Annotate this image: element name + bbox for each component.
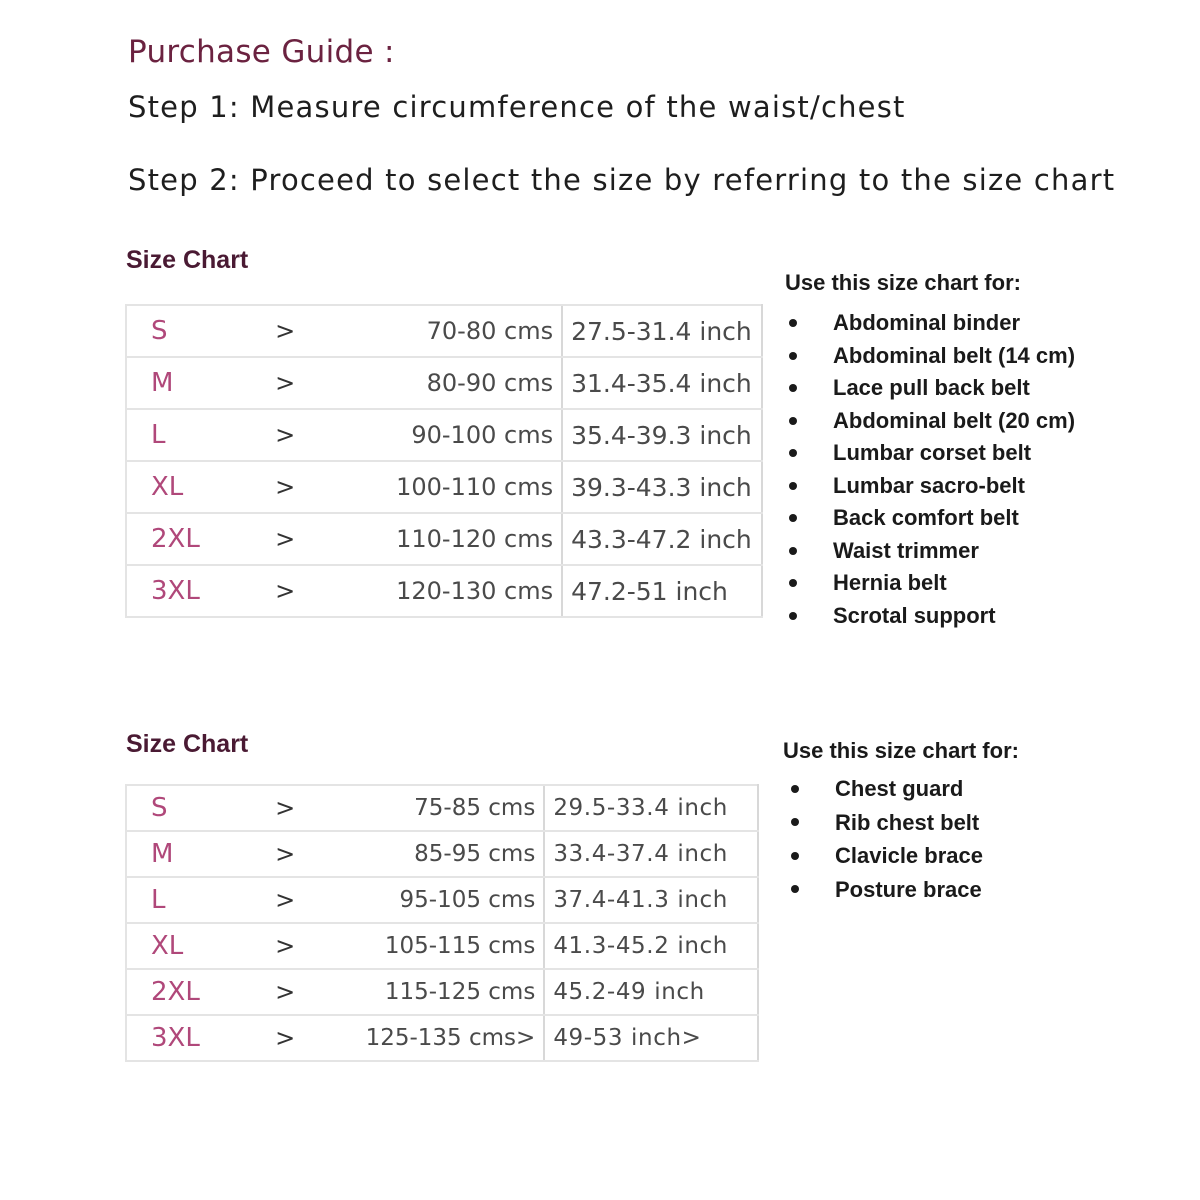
purchase-guide-title: Purchase Guide : bbox=[128, 34, 395, 70]
table-row bbox=[126, 923, 758, 969]
list-item: Waist trimmer bbox=[785, 535, 1075, 568]
arrow-icon: > bbox=[245, 1015, 324, 1061]
table-row bbox=[126, 877, 758, 923]
size-label: 3XL bbox=[126, 1015, 245, 1061]
inch-range: 49-53 inch> bbox=[544, 1015, 758, 1061]
size-label: XL bbox=[126, 461, 246, 513]
list-item: Abdominal belt (14 cm) bbox=[785, 340, 1075, 373]
size-label: S bbox=[126, 305, 246, 357]
list-item: Lumbar corset belt bbox=[785, 437, 1075, 470]
cms-range: 115-125 cms bbox=[325, 969, 545, 1015]
inch-range: 47.2-51 inch bbox=[562, 565, 762, 617]
list-item: Chest guard bbox=[787, 772, 983, 806]
list-item: Scrotal support bbox=[785, 600, 1075, 633]
list-item: Back comfort belt bbox=[785, 502, 1075, 535]
table-row bbox=[126, 305, 762, 357]
cms-range: 70-80 cms bbox=[325, 305, 562, 357]
size-chart-1-heading: Size Chart bbox=[126, 246, 249, 274]
size-chart-1-table bbox=[125, 304, 763, 618]
arrow-icon: > bbox=[245, 785, 324, 831]
cms-range: 120-130 cms bbox=[325, 565, 562, 617]
list-item: Abdominal binder bbox=[785, 307, 1075, 340]
cms-range: 105-115 cms bbox=[325, 923, 545, 969]
size-label: 2XL bbox=[126, 969, 245, 1015]
inch-range: 31.4-35.4 inch bbox=[562, 357, 762, 409]
table-row bbox=[126, 1015, 758, 1061]
inch-range: 27.5-31.4 inch bbox=[562, 305, 762, 357]
table-row bbox=[126, 969, 758, 1015]
table-row bbox=[126, 461, 762, 513]
size-chart-2-heading: Size Chart bbox=[126, 730, 249, 758]
table-row bbox=[126, 785, 758, 831]
inch-range: 39.3-43.3 inch bbox=[562, 461, 762, 513]
cms-range: 90-100 cms bbox=[325, 409, 562, 461]
arrow-icon: > bbox=[245, 877, 324, 923]
arrow-icon: > bbox=[245, 969, 324, 1015]
table-row bbox=[126, 409, 762, 461]
step-1-text: Step 1: Measure circumference of the waist/chest bbox=[128, 90, 906, 124]
use-chart-2-title: Use this size chart for: bbox=[783, 738, 1019, 763]
cms-range: 95-105 cms bbox=[325, 877, 545, 923]
table-row bbox=[126, 513, 762, 565]
inch-range: 37.4-41.3 inch bbox=[544, 877, 758, 923]
cms-range: 100-110 cms bbox=[325, 461, 562, 513]
list-item: Rib chest belt bbox=[787, 806, 983, 840]
list-item: Hernia belt bbox=[785, 567, 1075, 600]
arrow-icon: > bbox=[245, 831, 324, 877]
size-label: M bbox=[126, 831, 245, 877]
size-chart-2-table bbox=[125, 784, 759, 1062]
arrow-icon: > bbox=[246, 357, 325, 409]
list-item: Clavicle brace bbox=[787, 839, 983, 873]
use-chart-2-list bbox=[787, 772, 983, 906]
inch-range: 33.4-37.4 inch bbox=[544, 831, 758, 877]
arrow-icon: > bbox=[246, 565, 325, 617]
list-item: Lace pull back belt bbox=[785, 372, 1075, 405]
cms-range: 80-90 cms bbox=[325, 357, 562, 409]
arrow-icon: > bbox=[246, 305, 325, 357]
arrow-icon: > bbox=[246, 513, 325, 565]
size-label: S bbox=[126, 785, 245, 831]
arrow-icon: > bbox=[246, 461, 325, 513]
inch-range: 43.3-47.2 inch bbox=[562, 513, 762, 565]
inch-range: 41.3-45.2 inch bbox=[544, 923, 758, 969]
cms-range: 75-85 cms bbox=[325, 785, 545, 831]
cms-range: 85-95 cms bbox=[325, 831, 545, 877]
size-label: 3XL bbox=[126, 565, 246, 617]
use-chart-1-list bbox=[785, 307, 1075, 632]
list-item: Abdominal belt (20 cm) bbox=[785, 405, 1075, 438]
size-label: 2XL bbox=[126, 513, 246, 565]
cms-range: 125-135 cms> bbox=[325, 1015, 545, 1061]
list-item: Posture brace bbox=[787, 873, 983, 907]
table-row bbox=[126, 565, 762, 617]
size-label: XL bbox=[126, 923, 245, 969]
list-item: Lumbar sacro-belt bbox=[785, 470, 1075, 503]
size-label: L bbox=[126, 877, 245, 923]
use-chart-1-title: Use this size chart for: bbox=[785, 270, 1021, 295]
inch-range: 29.5-33.4 inch bbox=[544, 785, 758, 831]
table-row bbox=[126, 357, 762, 409]
step-2-text: Step 2: Proceed to select the size by referring to the size chart bbox=[128, 163, 1116, 197]
table-row bbox=[126, 831, 758, 877]
cms-range: 110-120 cms bbox=[325, 513, 562, 565]
arrow-icon: > bbox=[246, 409, 325, 461]
inch-range: 45.2-49 inch bbox=[544, 969, 758, 1015]
size-label: L bbox=[126, 409, 246, 461]
inch-range: 35.4-39.3 inch bbox=[562, 409, 762, 461]
arrow-icon: > bbox=[245, 923, 324, 969]
size-label: M bbox=[126, 357, 246, 409]
